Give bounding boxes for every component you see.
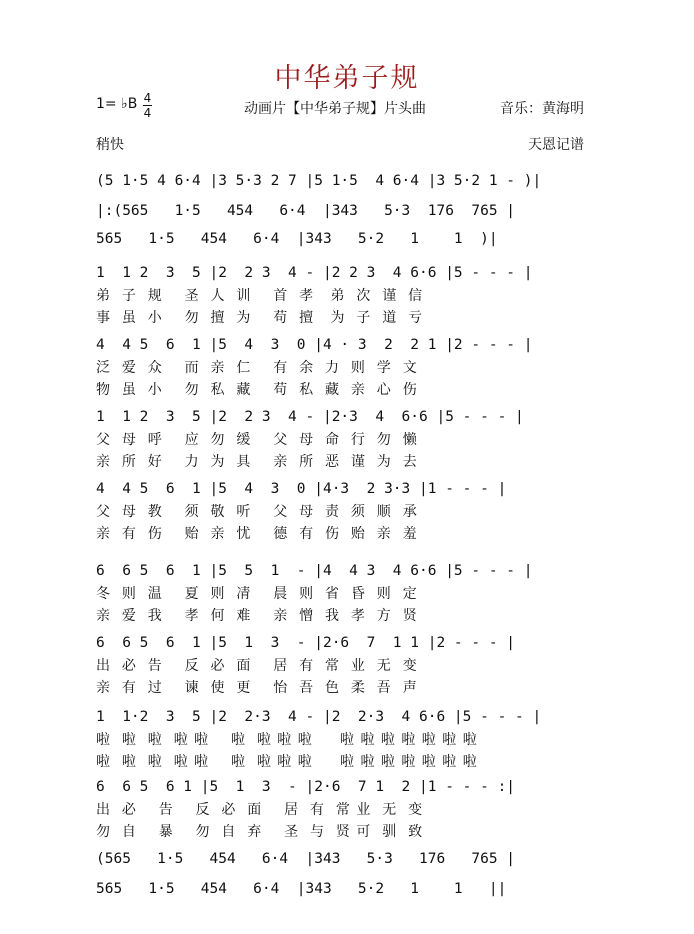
time-signature bbox=[143, 92, 152, 119]
lyric-line: 冬 则 温 夏 则 凊 晨 则 省 昏 则 定 bbox=[96, 586, 418, 602]
lyric-line: 啦 啦 啦 啦 啦 啦 啦 啦 啦 啦 啦 啦 啦 啦 啦 啦 bbox=[96, 732, 478, 748]
notation-row: 1 1 2 3 5 |2 2 3 4 - |2 2 3 4 6·6 |5 - - - | bbox=[96, 265, 533, 281]
lyric-line: 出 必 告 反 必 面 居 有 常 业 无 变 bbox=[96, 658, 418, 674]
notation-row: 565 1·5 454 6·4 |343 5·2 1 1 || bbox=[96, 881, 507, 897]
tempo-marking: 稍快 bbox=[96, 137, 124, 153]
lyric-line: 勿 自 暴 勿 自 弃 圣 与 贤 可 驯 致 bbox=[96, 824, 424, 840]
lyric-line: 亲 所 好 力 为 具 亲 所 恶 谨 为 去 bbox=[96, 454, 418, 470]
lyric-line: 父 母 呼 应 勿 缓 父 母 命 行 勿 懒 bbox=[96, 432, 418, 448]
lyric-line: 亲 有 过 谏 使 更 怡 吾 色 柔 吾 声 bbox=[96, 680, 418, 696]
notation-row: (565 1·5 454 6·4 |343 5·3 176 765 | bbox=[96, 851, 516, 867]
lyric-line: 物 虽 小 勿 私 藏 苟 私 藏 亲 心 伤 bbox=[96, 382, 418, 398]
lyric-line: 泛 爱 众 而 亲 仁 有 余 力 则 学 文 bbox=[96, 360, 418, 376]
notation-row: |:(565 1·5 454 6·4 |343 5·3 176 765 | bbox=[96, 203, 516, 219]
notation-row: (5 1·5 4 6·4 |3 5·3 2 7 |5 1·5 4 6·4 |3 5·2 1 - )| bbox=[96, 173, 542, 189]
lyric-line: 出 必 告 反 必 面 居 有 常 业 无 变 bbox=[96, 802, 424, 818]
lyric-line: 事 虽 小 勿 擅 为 苟 擅 为 子 道 亏 bbox=[96, 310, 424, 326]
notation-row: 6 6 5 6 1 |5 1 3 - |2·6 7 1 1 |2 - - - | bbox=[96, 635, 516, 651]
composer-credit: 音乐：黄海明 bbox=[500, 101, 584, 117]
time-signature-top: 4 bbox=[143, 91, 152, 105]
key-signature: 1= ♭B bbox=[96, 96, 138, 112]
notation-row: 1 1 2 3 5 |2 2 3 4 - |2·3 4 6·6 |5 - - - | bbox=[96, 409, 524, 425]
notation-row: 4 4 5 6 1 |5 4 3 0 |4 · 3 2 2 1 |2 - - - | bbox=[96, 337, 533, 353]
notation-row: 4 4 5 6 1 |5 4 3 0 |4·3 2 3·3 |1 - - - | bbox=[96, 481, 507, 497]
time-signature-bottom: 4 bbox=[143, 106, 152, 120]
lyric-line: 啦 啦 啦 啦 啦 啦 啦 啦 啦 啦 啦 啦 啦 啦 啦 啦 bbox=[96, 754, 478, 770]
notation-row: 1 1·2 3 5 |2 2·3 4 - |2 2·3 4 6·6 |5 - - - | bbox=[96, 709, 542, 725]
notation-row: 6 6 5 6 1 |5 5 1 - |4 4 3 4 6·6 |5 - - - | bbox=[96, 563, 533, 579]
subtitle: 动画片【中华弟子规】片头曲 bbox=[244, 101, 426, 117]
lyric-line: 亲 有 伤 贻 亲 忧 德 有 伤 贻 亲 羞 bbox=[96, 526, 418, 542]
lyric-line: 弟 子 规 圣 人 训 首 孝 弟 次 谨 信 bbox=[96, 288, 424, 304]
lyric-line: 父 母 教 须 敬 听 父 母 责 须 顺 承 bbox=[96, 504, 418, 520]
page-title: 中华弟子规 bbox=[274, 63, 420, 94]
transcriber-credit: 天恩记谱 bbox=[528, 137, 584, 153]
notation-row: 565 1·5 454 6·4 |343 5·2 1 1 )| bbox=[96, 231, 498, 247]
lyric-line: 亲 爱 我 孝 何 难 亲 憎 我 孝 方 贤 bbox=[96, 608, 418, 624]
notation-row: 6 6 5 6 1 |5 1 3 - |2·6 7 1 2 |1 - - - :| bbox=[96, 779, 516, 795]
